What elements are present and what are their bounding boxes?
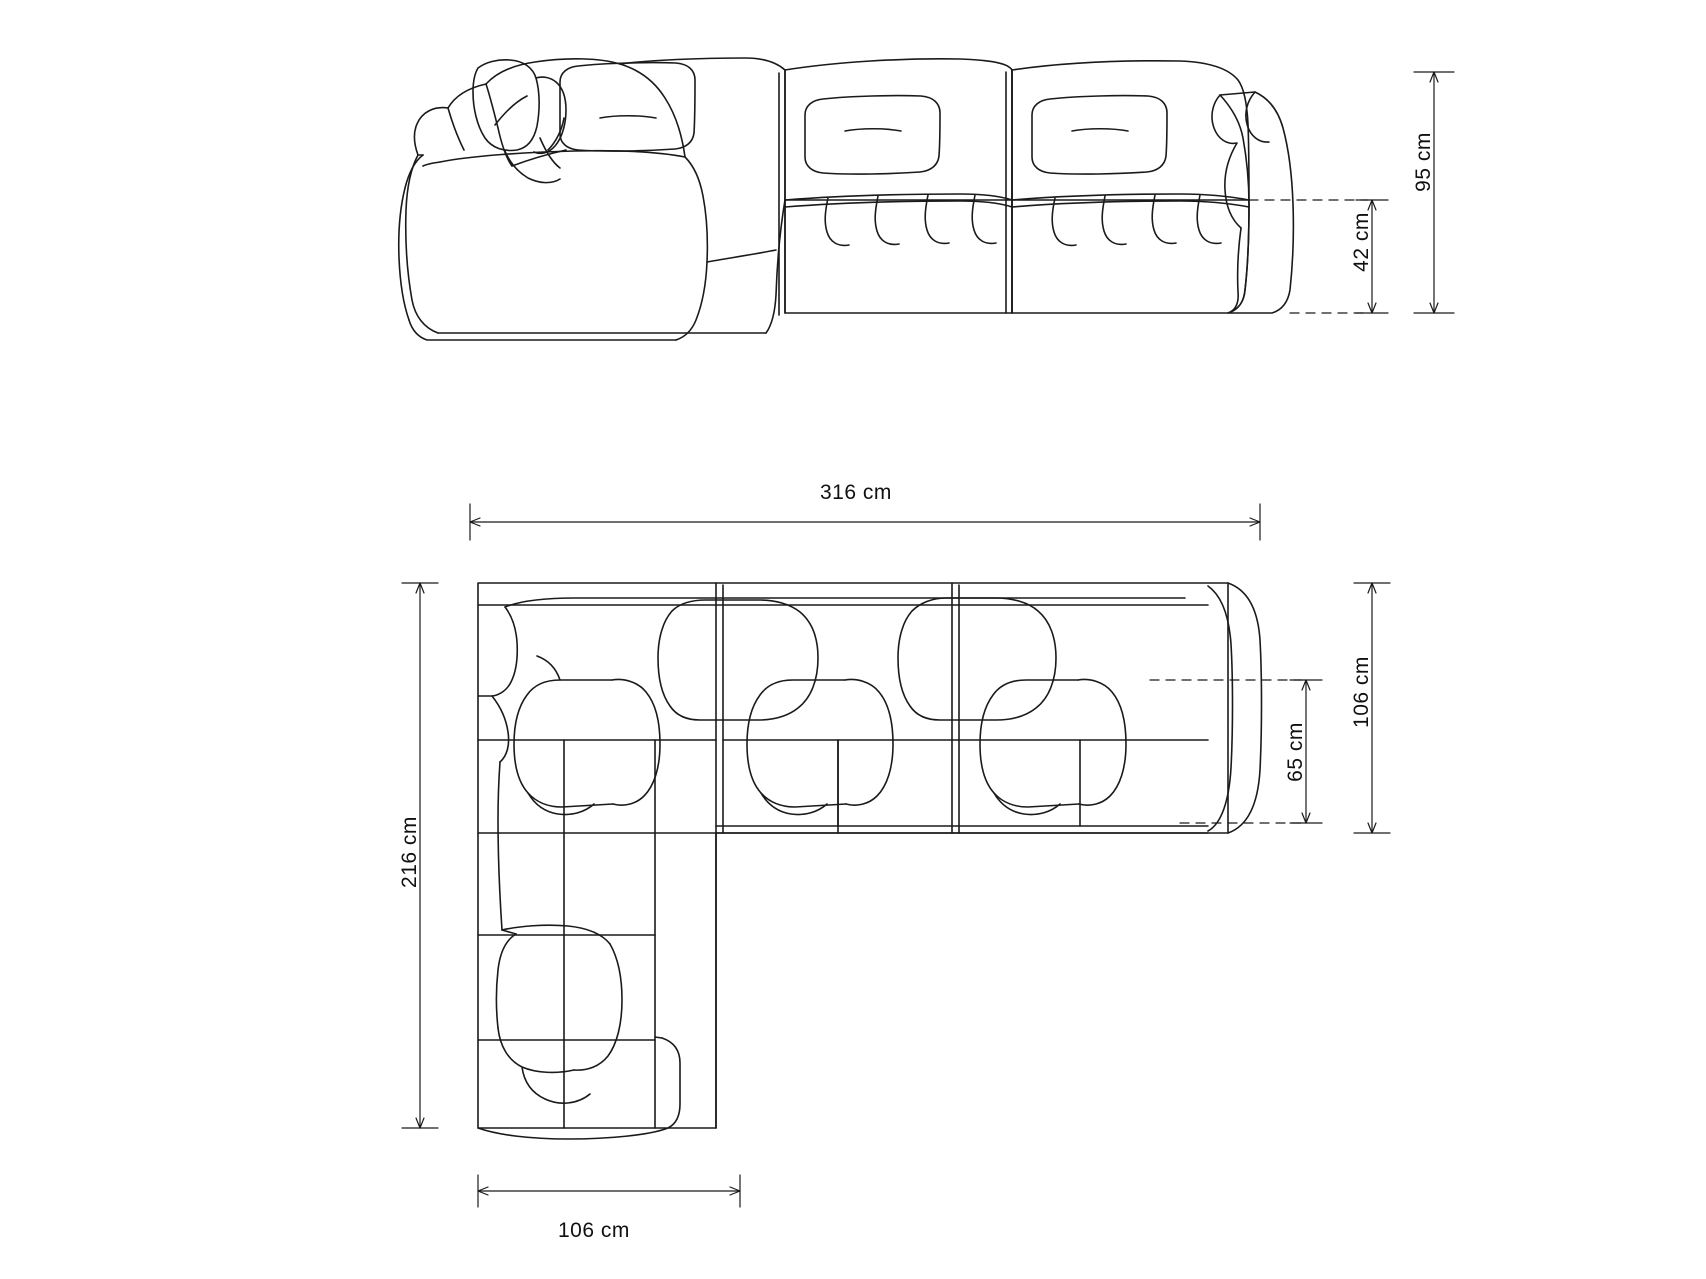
dim-text-height-95: 95 cm [1412,132,1435,192]
dim-text-width-316: 316 cm [820,481,892,504]
front-back-cushion-middle [785,59,1012,200]
dim-text-chaise-106: 106 cm [558,1219,630,1242]
dim-text-depth-106: 106 cm [1350,656,1373,728]
front-seat-module-right [1012,194,1249,313]
front-elevation-view [399,58,1294,340]
top-plan-view [478,583,1262,1139]
front-back-cushion-right [1012,61,1249,200]
dim-text-seat-height-42: 42 cm [1350,212,1373,272]
plan-corner-section [478,762,716,1139]
front-corner-module [399,58,785,340]
front-right-arm [1212,92,1293,313]
plan-outer-outline [478,583,1228,1128]
dim-text-seat-depth-65: 65 cm [1284,722,1307,782]
front-seat-module-middle [785,194,1012,313]
dim-text-depth-216: 216 cm [398,816,421,888]
plan-seat-cushions [514,656,1126,815]
front-accent-pillows [473,60,566,183]
